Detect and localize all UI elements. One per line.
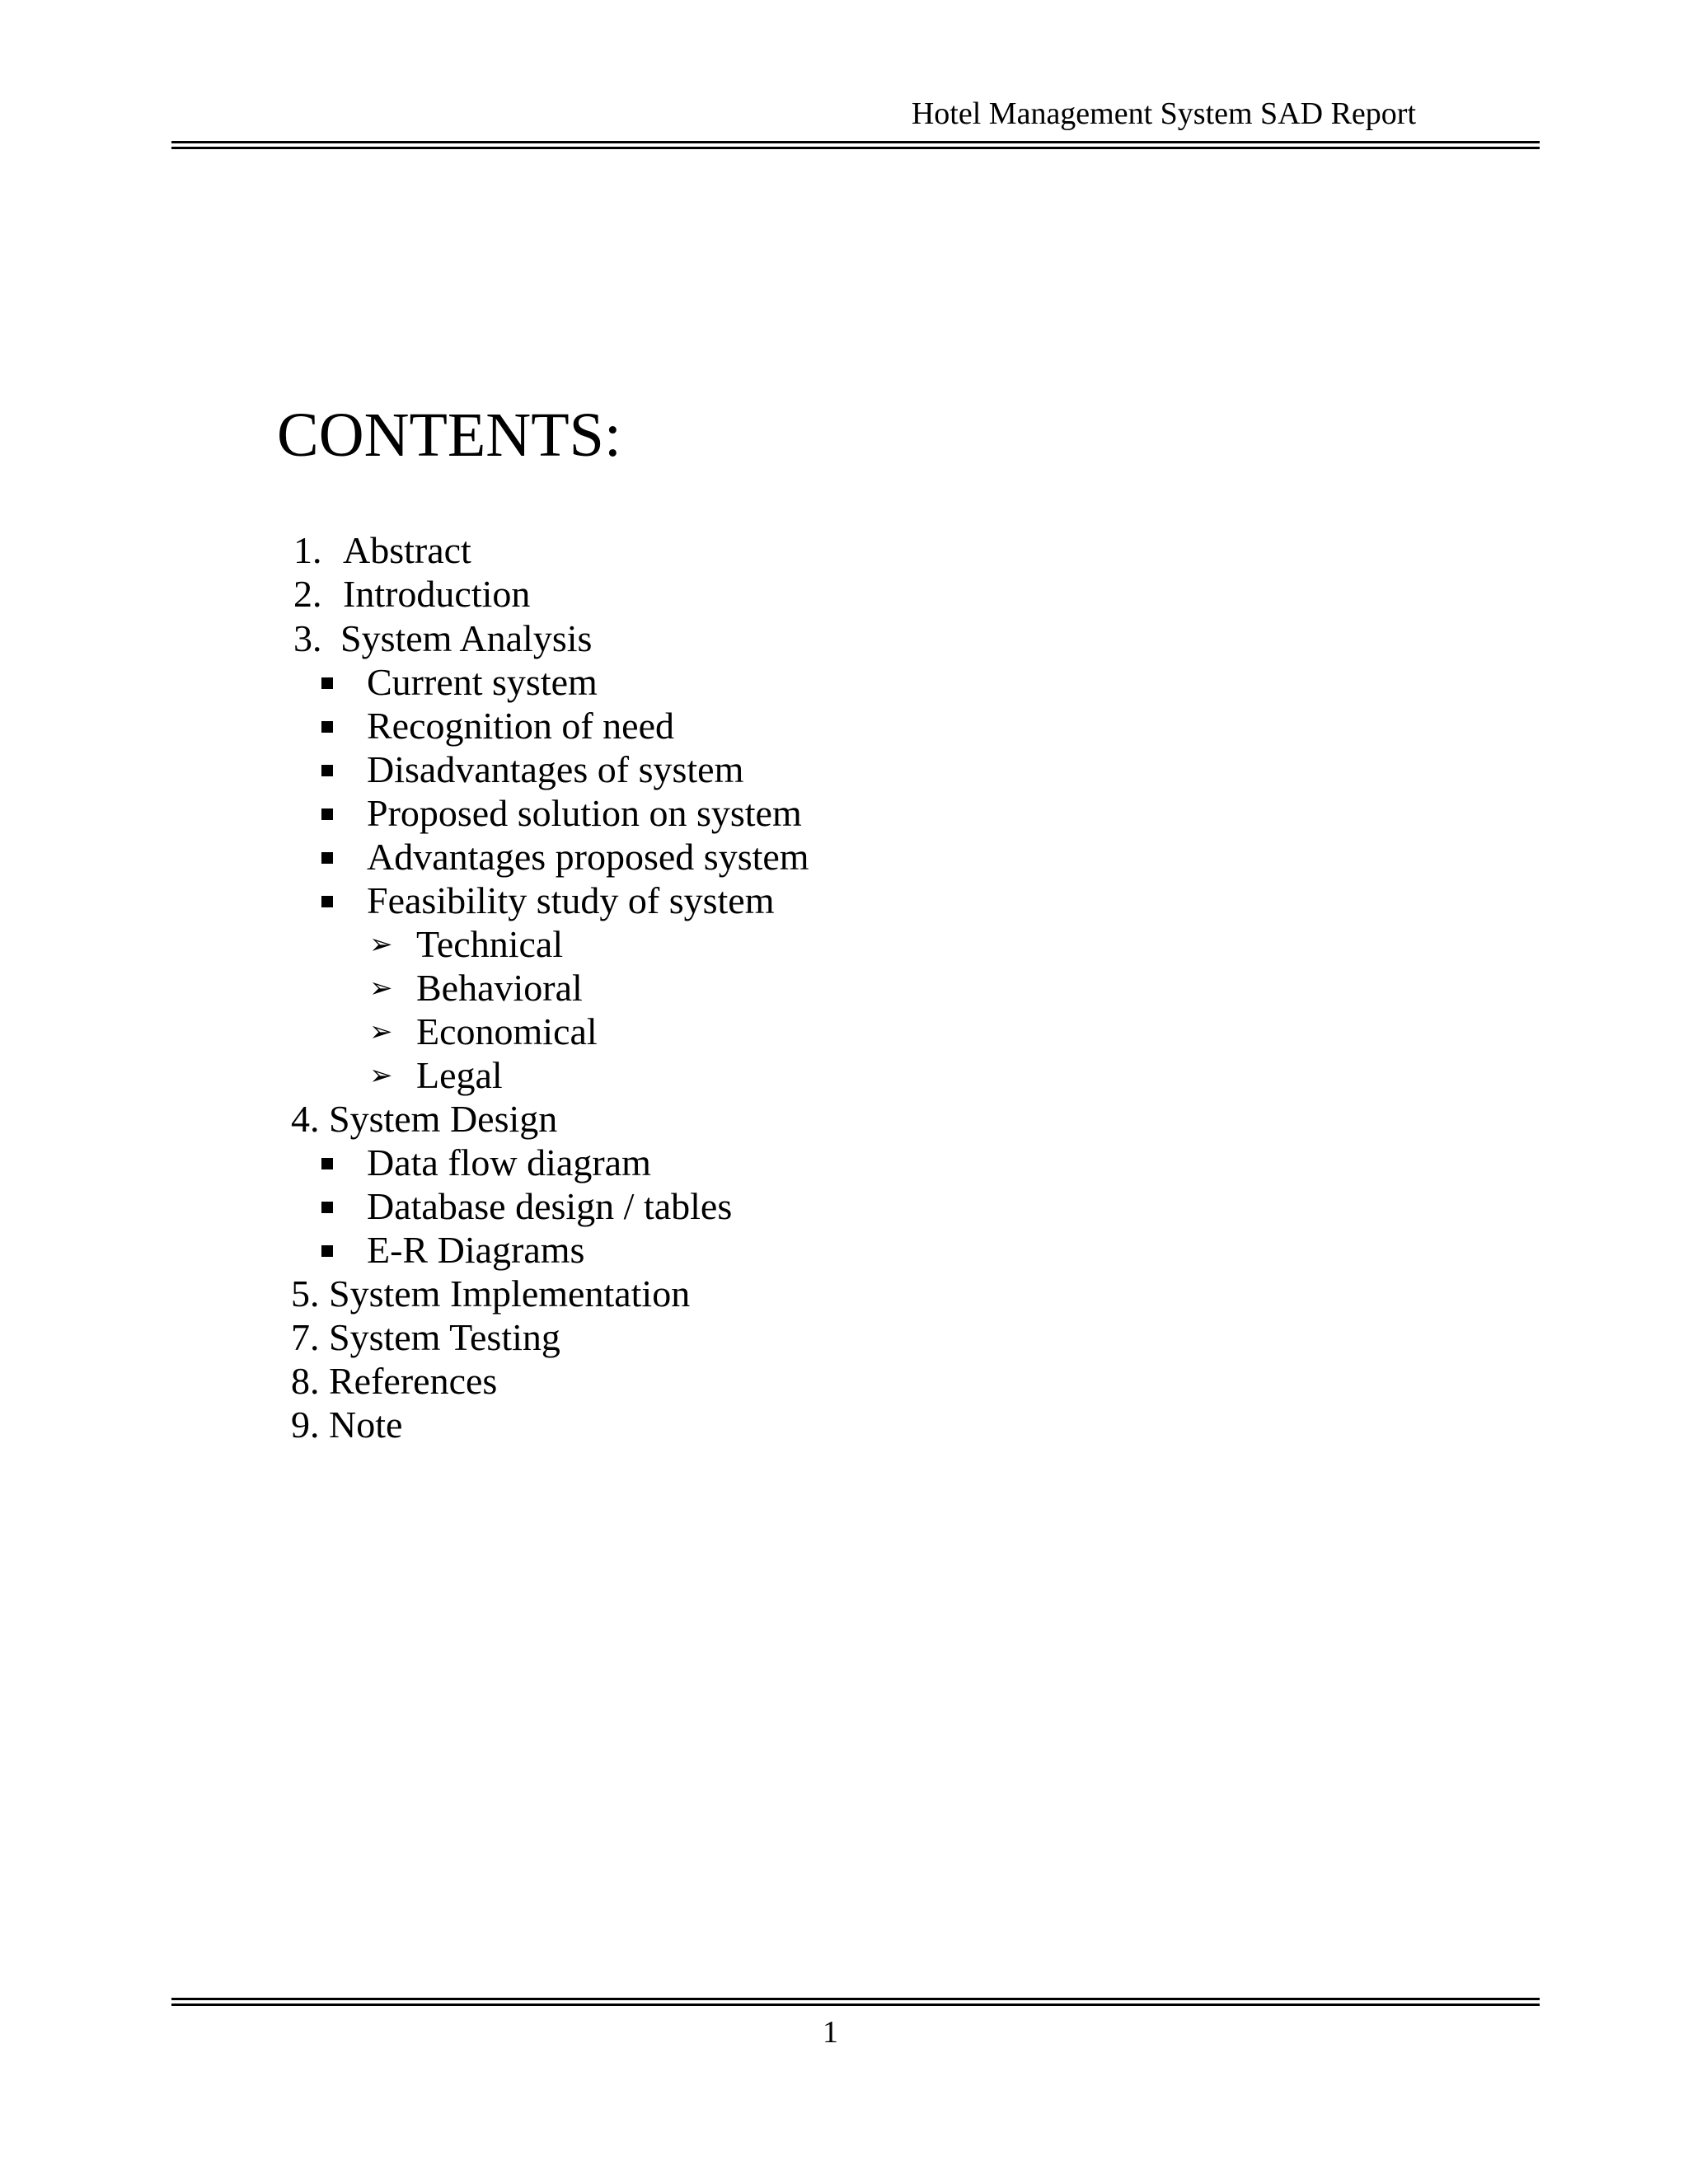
square-bullet-icon [321,896,333,907]
toc-label: Abstract [343,529,471,571]
running-header: Hotel Management System SAD Report [911,96,1416,131]
toc-subitem-recognition-of-need: Recognition of need [367,705,675,747]
toc-label: System Analysis [340,617,593,659]
square-bullet-icon [321,677,333,689]
square-bullet-icon [321,721,333,733]
arrow-bullet-icon: ➢ [369,1059,393,1092]
toc-subsubitem-behavioral: Behavioral [416,967,583,1009]
toc-subitem-data-flow-diagram: Data flow diagram [367,1141,651,1183]
toc-subsubitem-legal: Legal [416,1054,503,1096]
toc-subitem-database-design: Database design / tables [367,1185,733,1227]
toc-item-system-design: 4. System Design [291,1098,558,1140]
toc-subitem-current-system: Current system [367,661,598,703]
arrow-bullet-icon: ➢ [369,972,393,1005]
toc-subsubitem-technical: Technical [416,923,564,965]
toc-item-note: 9. Note [291,1404,403,1446]
square-bullet-icon [321,1245,333,1257]
square-bullet-icon [321,765,333,776]
toc-item-introduction [293,571,530,617]
toc-item-abstract [293,527,471,574]
toc-subitem-disadvantages: Disadvantages of system [367,748,744,790]
toc-item-references: 8. References [291,1360,498,1402]
square-bullet-icon [321,1202,333,1213]
toc-subitem-feasibility-study: Feasibility study of system [367,879,775,921]
toc-number: 2. [293,573,322,615]
arrow-bullet-icon: ➢ [369,928,393,961]
toc-label: Introduction [343,573,531,615]
page-title: CONTENTS: [277,401,621,470]
toc-number: 1. [293,529,322,571]
toc-subsubitem-economical: Economical [416,1010,598,1052]
footer-double-rule [171,1998,1540,2006]
toc-subitem-advantages: Advantages proposed system [367,836,809,878]
square-bullet-icon [321,808,333,820]
toc-subitem-er-diagrams: E-R Diagrams [367,1229,585,1271]
toc-number: 3. [293,617,322,659]
toc-item-system-analysis [293,616,592,662]
toc-item-system-testing: 7. System Testing [291,1316,560,1358]
toc-subitem-proposed-solution: Proposed solution on system [367,792,802,834]
toc-item-system-implementation: 5. System Implementation [291,1272,691,1315]
page-number: 1 [823,2015,838,2050]
square-bullet-icon [321,1158,333,1169]
arrow-bullet-icon: ➢ [369,1015,393,1048]
square-bullet-icon [321,852,333,864]
